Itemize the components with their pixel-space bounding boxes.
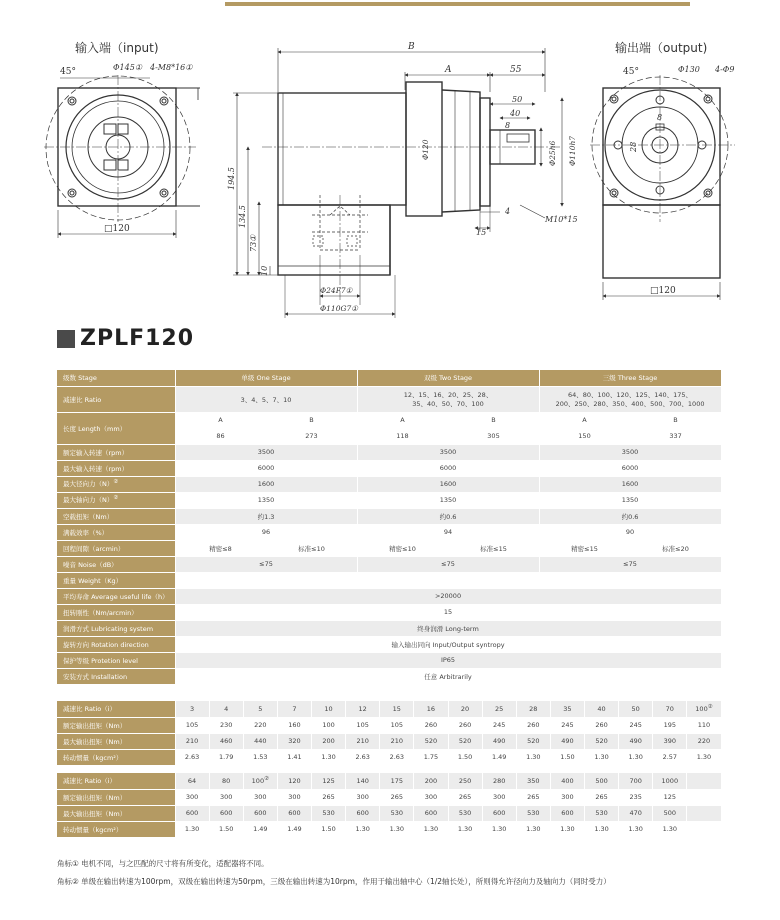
spec-cell: 3500 [357,444,539,460]
spec-header-row: 级数 Stage 单级 One Stage 双级 Two Stage 三级 Three Stage [57,370,721,386]
spec-cell: 终身润滑 Long-term [175,620,721,636]
ratio-cell: 3 [175,701,209,717]
ratio-cell: 1.30 [414,821,448,837]
svg-text:194.5: 194.5 [227,167,236,190]
ratio-cell: 1.53 [243,749,277,765]
svg-text:□120: □120 [650,286,676,296]
ratio-cell: 600 [482,805,516,821]
ratio-cell: 260 [585,717,619,733]
ratio-cell: 100② [687,701,721,717]
spec-length-value-row: 86 273 118 305 150 337 [57,428,721,444]
spec-cell: 6000 [539,460,721,476]
spec-cell: 1600 [539,476,721,492]
ratio-cell: 210 [175,733,209,749]
ratio-cell: 320 [277,733,311,749]
ratio-cell: 300 [277,789,311,805]
spec-cell: 94 [357,524,539,540]
spec-cell: 输入输出同向 Input/Output syntropy [175,636,721,652]
ratio-cell: 70 [653,701,687,717]
spec-row-label: 额定输入转速（rpm） [57,444,175,460]
spec-row-label: 最大输入转速（rpm） [57,460,175,476]
ratio-row-label: 转动惯量（kgcm²） [57,821,175,837]
input-bolts-label: 4-M8*16① [150,63,193,72]
ratio-cell: 40 [585,701,619,717]
ratio-cell: 105 [346,717,380,733]
ratio-cell: 600 [243,805,277,821]
svg-text:M10*15: M10*15 [545,215,578,224]
spec-cell: 约1.3 [175,508,357,524]
ratio-row-label: 减速比 Ratio（i） [57,701,175,717]
spec-cell: >20000 [175,588,721,604]
ratio-cell: 400 [550,773,584,789]
spec-row [57,508,721,524]
technical-drawings [0,0,780,320]
ratio-cell: 28 [516,701,550,717]
ratio-cell: 5 [243,701,277,717]
output-title: 输出端（output) [615,41,708,55]
ratio-cell: 1.75 [414,749,448,765]
ratio-cell: 200 [414,773,448,789]
ratio-cell: 530 [380,805,414,821]
svg-text:40: 40 [510,109,521,118]
spec-row-label: 平均寿命 Average useful life（h） [57,588,175,604]
ratio-cell: 600 [277,805,311,821]
ratio-cell: 1.30 [380,821,414,837]
ratio-cell: 2.57 [653,749,687,765]
ratio-cell: 1.49 [243,821,277,837]
spec-full-row [57,620,721,636]
spec-cell: 90 [539,524,721,540]
ratio-row-label: 减速比 Ratio（i） [57,773,175,789]
ratio-cell: 470 [619,805,653,821]
ratio-cell: 1000 [653,773,687,789]
svg-text:73①: 73① [249,234,258,252]
svg-text:4: 4 [505,207,511,216]
spec-cell: 任意 Arbitrarily [175,668,721,684]
ratio-row [57,749,721,765]
ratio-cell: 1.30 [550,821,584,837]
spec-length-head-row: 长度 Length（mm） A B A B A B [57,412,721,428]
spec-row-label: 空载扭矩（Nm） [57,508,175,524]
ratio-cell [687,821,721,837]
ratio-cell: 600 [414,805,448,821]
ratio-cell: 280 [482,773,516,789]
ratio-cell: 520 [516,733,550,749]
spec-cell: 96 [175,524,357,540]
ratio-cell: 300 [414,789,448,805]
ratio-cell: 195 [653,717,687,733]
svg-text:8: 8 [657,113,663,122]
ratio-row [57,733,721,749]
input-end-view [44,40,200,238]
ratio-cell: 1.30 [619,821,653,837]
spec-row [57,476,721,492]
model-title: ZPLF120 [80,326,195,351]
ratio-cell: 300 [550,789,584,805]
spec-cell: 1350 [175,492,357,508]
ratio-table-1 [57,701,722,766]
model-marker [57,330,75,348]
ratio-cell: 1.30 [585,749,619,765]
ratio-cell: 245 [550,717,584,733]
ratio-cell: 1.30 [619,749,653,765]
ratio-cell: 175 [380,773,414,789]
ratio-row [57,773,721,789]
ratio-cell: 25 [482,701,516,717]
ratio-cell: 230 [209,717,243,733]
ratio-cell: 350 [516,773,550,789]
ratio-cell: 520 [448,733,482,749]
ratio-cell: 1.79 [209,749,243,765]
spec-row [57,444,721,460]
spec-cell: 1350 [539,492,721,508]
ratio-cell: 490 [550,733,584,749]
ratio-cell: 1.49 [482,749,516,765]
ratio-cell: 265 [448,789,482,805]
ratio-cell: 250 [448,773,482,789]
ratio-cell: 1.30 [346,821,380,837]
spec-noise-row: 噪音 Noise（dB） ≤75 ≤75 ≤75 [57,556,721,572]
ratio-row-label: 最大输出扭矩（Nm） [57,805,175,821]
ratio-cell: 235 [619,789,653,805]
spec-ratio-row: 减速比 Ratio 3、4、5、7、10 12、15、16、20、25、28、 35、40、50、70、100 64、80、100、120、125、140、175、 200、250、280、350、400、500、700、1000 [57,386,721,412]
ratio-cell: 200 [312,733,346,749]
ratio-cell: 1.50 [209,821,243,837]
svg-text:Φ120: Φ120 [421,139,430,160]
spec-row-label: 最大径向力（N）② [57,476,175,492]
ratio-cell: 120 [277,773,311,789]
spec-row [57,460,721,476]
svg-text:10: 10 [260,265,269,276]
spec-cell: 1600 [175,476,357,492]
ratio-cell: 220 [243,717,277,733]
ratio-cell: 245 [482,717,516,733]
svg-text:134.5: 134.5 [238,205,247,228]
svg-text:Φ110G7①: Φ110G7① [320,304,358,313]
ratio-cell: 300 [209,789,243,805]
ratio-cell: 110 [687,717,721,733]
ratio-cell: 300 [175,789,209,805]
input-pcd-label: Φ145① [113,63,142,72]
ratio-cell: 265 [585,789,619,805]
spec-cell: 约0.6 [539,508,721,524]
ratio-cell: 1.30 [687,749,721,765]
ratio-cell: 2.63 [380,749,414,765]
ratio-cell: 80 [209,773,243,789]
ratio-cell: 1.30 [312,749,346,765]
spec-row-label: 满载效率（%） [57,524,175,540]
ratio-cell: 140 [346,773,380,789]
svg-text:55: 55 [510,65,522,75]
spec-cell: 6000 [175,460,357,476]
svg-text:Φ25h6: Φ25h6 [548,140,557,166]
ratio-cell: 520 [585,733,619,749]
ratio-row [57,821,721,837]
spec-cell: IP65 [175,652,721,668]
ratio-cell: 530 [312,805,346,821]
ratio-cell: 220 [687,733,721,749]
ratio-row-label: 额定输出扭矩（Nm） [57,717,175,733]
ratio-cell: 265 [380,789,414,805]
spec-cell: 1350 [357,492,539,508]
ratio-cell: 1.30 [653,821,687,837]
ratio-cell: 35 [550,701,584,717]
spec-cell: 1600 [357,476,539,492]
spec-full-row [57,588,721,604]
ratio-cell: 1.30 [482,821,516,837]
ratio-cell [687,805,721,821]
svg-text:B: B [408,42,415,52]
ratio-cell: 1.30 [448,821,482,837]
ratio-cell: 2.63 [175,749,209,765]
ratio-cell: 520 [414,733,448,749]
ratio-cell: 1.30 [516,749,550,765]
spec-weight-row: 重量 Weight（Kg） [57,572,721,588]
svg-text:50: 50 [512,95,523,104]
ratio-cell: 600 [209,805,243,821]
output-end-view [590,40,735,300]
ratio-cell: 600 [346,805,380,821]
ratio-cell: 1.41 [277,749,311,765]
input-angle-label: 45° [60,67,76,77]
ratio-row-label: 额定输出扭矩（Nm） [57,789,175,805]
input-title: 输入端（input) [75,41,159,55]
ratio-cell: 105 [380,717,414,733]
ratio-cell: 50 [619,701,653,717]
ratio-row [57,789,721,805]
footnote-2: 角标② 单级在输出转速为100rpm，双级在输出转速为50rpm，三级在输出转速为10rpm，作用于输出轴中心（1/2轴长处），所则得允许径向力及轴向力（同时受力） [57,877,611,886]
ratio-cell: 10 [312,701,346,717]
svg-text:Φ110h7: Φ110h7 [568,135,577,166]
ratio-cell: 1.50 [312,821,346,837]
ratio-cell: 125 [653,789,687,805]
ratio-table-2 [57,773,722,838]
ratio-cell: 460 [209,733,243,749]
ratio-cell: 210 [380,733,414,749]
ratio-cell: 300 [243,789,277,805]
ratio-cell: 260 [516,717,550,733]
ratio-cell: 300 [346,789,380,805]
ratio-cell: 64 [175,773,209,789]
ratio-cell: 500 [653,805,687,821]
spec-row-label: 安装方式 Installation [57,668,175,684]
svg-text:45°: 45° [623,67,639,77]
ratio-cell: 4 [209,701,243,717]
ratio-cell: 700 [619,773,653,789]
ratio-row [57,805,721,821]
ratio-cell: 20 [448,701,482,717]
ratio-cell: 530 [516,805,550,821]
svg-text:Φ130: Φ130 [678,65,700,74]
spec-cell: 6000 [357,460,539,476]
ratio-cell: 7 [277,701,311,717]
svg-text:A: A [445,65,452,75]
ratio-cell: 100 [312,717,346,733]
ratio-cell: 245 [619,717,653,733]
ratio-row-label: 最大输出扭矩（Nm） [57,733,175,749]
spec-row-label: 保护等级 Protetion level [57,652,175,668]
ratio-cell: 125 [312,773,346,789]
spec-row-label: 最大轴向力（N）② [57,492,175,508]
ratio-cell [687,789,721,805]
ratio-cell: 260 [448,717,482,733]
spec-row [57,492,721,508]
ratio-cell: 1.30 [175,821,209,837]
ratio-cell: 600 [175,805,209,821]
ratio-cell: 210 [346,733,380,749]
ratio-cell: 1.49 [277,821,311,837]
spec-table [57,370,722,685]
spec-row [57,524,721,540]
ratio-cell: 12 [346,701,380,717]
svg-text:28: 28 [629,141,638,152]
ratio-cell: 440 [243,733,277,749]
ratio-cell: 105 [175,717,209,733]
svg-text:15: 15 [476,228,487,237]
ratio-cell: 2.63 [346,749,380,765]
spec-full-row [57,604,721,620]
ratio-cell: 530 [448,805,482,821]
ratio-cell: 600 [550,805,584,821]
ratio-cell: 15 [380,701,414,717]
ratio-cell: 1.50 [550,749,584,765]
ratio-cell: 1.30 [516,821,550,837]
ratio-cell: 100② [243,773,277,789]
ratio-row-label: 转动惯量（kgcm²） [57,749,175,765]
side-view [227,42,578,318]
ratio-cell: 265 [312,789,346,805]
spec-full-row [57,668,721,684]
spec-cell: 约0.6 [357,508,539,524]
spec-cell: 3500 [175,444,357,460]
ratio-cell: 16 [414,701,448,717]
spec-row-label: 润滑方式 Lubricating system [57,620,175,636]
ratio-cell: 1.30 [585,821,619,837]
ratio-row [57,717,721,733]
ratio-cell: 490 [619,733,653,749]
spec-full-row [57,652,721,668]
ratio-cell: 1.50 [448,749,482,765]
svg-text:Φ24F7①: Φ24F7① [320,286,353,295]
svg-text:8: 8 [505,121,511,130]
ratio-cell: 500 [585,773,619,789]
ratio-cell: 390 [653,733,687,749]
ratio-cell: 490 [482,733,516,749]
ratio-cell: 530 [585,805,619,821]
input-square-label: □120 [104,224,130,234]
ratio-cell: 265 [516,789,550,805]
spec-backlash-row: 回程间隙（arcmin） 精密≤8 标准≤10 精密≤10 标准≤15 精密≤15 标准≤20 [57,540,721,556]
spec-row-label: 旋转方向 Rotation direction [57,636,175,652]
svg-text:4-Φ9: 4-Φ9 [715,65,735,74]
ratio-cell [687,773,721,789]
spec-row-label: 扭转刚性（Nm/arcmin） [57,604,175,620]
ratio-cell: 260 [414,717,448,733]
spec-cell: 15 [175,604,721,620]
spec-cell: 3500 [539,444,721,460]
ratio-cell: 160 [277,717,311,733]
ratio-row [57,701,721,717]
footnote-1: 角标① 电机不同，与之匹配的尺寸将有所变化，适配器将不同。 [57,859,269,868]
ratio-cell: 300 [482,789,516,805]
spec-full-row [57,636,721,652]
